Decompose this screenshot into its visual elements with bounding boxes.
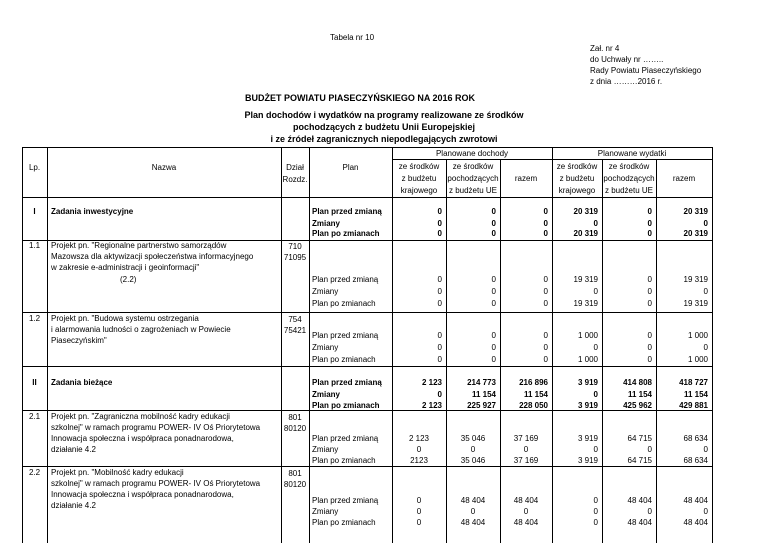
- cell-income-total: 0: [523, 445, 529, 454]
- cell-expense-eu: 48 404: [627, 496, 652, 505]
- cell-income-eu: 11 154: [471, 390, 496, 399]
- cell-income-total: 11 154: [523, 390, 548, 399]
- row-name-line: (2.2): [120, 275, 137, 284]
- cell-expense-national: 0: [593, 287, 598, 296]
- row-lp: II: [32, 378, 37, 387]
- plan-label: Plan po zmianach: [312, 401, 380, 410]
- header-name: Nazwa: [151, 163, 177, 172]
- row-lp: 1.1: [28, 241, 41, 250]
- cell-income-eu: 0: [491, 207, 496, 216]
- cell-expense-eu: 0: [647, 219, 652, 228]
- cell-income-national: 0: [437, 229, 442, 238]
- cell-expense-total: 0: [703, 219, 708, 228]
- cell-expense-total: 48 404: [683, 496, 708, 505]
- plan-label: Zmiany: [312, 343, 339, 352]
- row-lp: I: [33, 207, 36, 216]
- cell-expense-national: 3 919: [577, 456, 598, 465]
- cell-income-total: 48 404: [513, 496, 539, 505]
- cell-expense-national: 20 319: [573, 229, 598, 238]
- cell-expense-national: 0: [593, 219, 598, 228]
- cell-expense-national: 1 000: [577, 355, 598, 364]
- cell-expense-total: 20 319: [683, 229, 708, 238]
- cell-expense-eu: 0: [647, 507, 652, 516]
- cell-income-national: 0: [437, 390, 442, 399]
- plan-label: Zmiany: [312, 287, 339, 296]
- cell-expense-total: 0: [703, 445, 708, 454]
- cell-expense-national: 3 919: [577, 434, 598, 443]
- row-lp: 2.2: [28, 468, 41, 477]
- cell-expense-eu: 64 715: [627, 434, 652, 443]
- cell-expense-national: 19 319: [573, 299, 598, 308]
- header-income-eu-1: ze środków: [452, 162, 494, 171]
- cell-expense-national: 1 000: [577, 331, 598, 340]
- page-title: BUDŻET POWIATU PIASECZYŃSKIEGO NA 2016 ROK: [245, 93, 476, 103]
- cell-expense-total: 19 319: [683, 275, 708, 284]
- subtitle-line-2: pochodzących z budżetu Unii Europejskiej: [292, 122, 476, 132]
- plan-label: Plan po zmianach: [312, 229, 380, 238]
- row-name-line: Projekt pn. "Mobilność kadry edukacji: [51, 468, 184, 477]
- cell-expense-eu: 0: [647, 299, 652, 308]
- plan-label: Zmiany: [312, 390, 341, 399]
- cell-expense-eu: 0: [647, 275, 652, 284]
- cell-expense-national: 0: [593, 496, 598, 505]
- cell-income-total: 0: [543, 331, 548, 340]
- row-dzial: 801: [288, 469, 302, 478]
- cell-expense-eu: 64 715: [627, 456, 652, 465]
- row-rozdz: 80120: [283, 480, 307, 489]
- header-dzial: Dział: [286, 163, 304, 172]
- header-income-eu-3: z budżetu UE: [448, 186, 498, 195]
- cell-income-eu: 0: [491, 287, 496, 296]
- cell-income-national: 0: [437, 287, 442, 296]
- cell-expense-national: 0: [593, 518, 598, 527]
- cell-expense-total: 0: [703, 343, 708, 352]
- header-expense-total: razem: [672, 174, 696, 183]
- cell-income-national: 0: [437, 207, 442, 216]
- row-name-line: Projekt pn. "Budowa systemu ostrzegania: [51, 314, 199, 323]
- cell-income-total: 0: [543, 275, 548, 284]
- cell-income-total: 37 169: [513, 434, 539, 443]
- cell-expense-total: 0: [703, 287, 708, 296]
- cell-income-eu: 48 404: [460, 518, 486, 527]
- plan-label: Zmiany: [312, 445, 339, 454]
- plan-label: Plan przed zmianą: [312, 331, 379, 340]
- row-dzial: 754: [288, 315, 302, 324]
- row-name-line: szkolnej" w ramach programu POWER- IV Oś Priorytetowa: [51, 479, 261, 488]
- cell-income-eu: 225 927: [467, 401, 496, 410]
- row-name-line: Innowacja społeczna i współpraca ponadnarodowa,: [51, 434, 234, 443]
- cell-expense-national: 0: [593, 507, 598, 516]
- row-name-line: działanie 4.2: [51, 445, 96, 454]
- cell-income-eu: 0: [491, 343, 496, 352]
- cell-income-total: 0: [543, 299, 548, 308]
- header-income-national-1: ze środków: [398, 162, 440, 171]
- row-lp: 2.1: [28, 412, 41, 421]
- cell-income-eu: 214 773: [467, 378, 496, 387]
- cell-income-national: 0: [437, 355, 442, 364]
- row-name-line: i alarmowania ludności o zagrożeniach w Powiecie: [51, 325, 231, 334]
- header-income-eu-2: pochodzących: [447, 174, 499, 183]
- row-rozdz: 71095: [283, 253, 307, 262]
- cell-expense-eu: 0: [647, 331, 652, 340]
- cell-income-eu: 0: [491, 355, 496, 364]
- cell-income-national: 0: [437, 219, 442, 228]
- cell-income-eu: 0: [470, 507, 476, 516]
- cell-expense-eu: 0: [647, 355, 652, 364]
- cell-income-total: 0: [543, 287, 548, 296]
- cell-expense-eu: 0: [647, 229, 652, 238]
- table-number: Tabela nr 10: [330, 33, 375, 42]
- row-name: Zadania inwestycyjne: [51, 207, 134, 216]
- header-planned-income: Planowane dochody: [435, 149, 509, 158]
- cell-income-total: 0: [543, 343, 548, 352]
- cell-expense-eu: 0: [647, 287, 652, 296]
- cell-income-national: 2 123: [408, 434, 430, 443]
- cell-income-national: 0: [437, 331, 442, 340]
- cell-expense-national: 20 319: [573, 207, 598, 216]
- cell-income-national: 2 123: [421, 401, 442, 410]
- cell-income-national: 0: [437, 275, 442, 284]
- attachment-line-4: z dnia ………2016 r.: [590, 77, 663, 86]
- plan-label: Plan po zmianach: [312, 355, 376, 364]
- attachment-line-2: do Uchwały nr ……..: [590, 55, 664, 64]
- cell-income-eu: 48 404: [460, 496, 486, 505]
- cell-income-national: 0: [437, 299, 442, 308]
- plan-label: Plan przed zmianą: [312, 378, 382, 387]
- cell-expense-total: 0: [703, 507, 708, 516]
- cell-income-eu: 0: [491, 219, 496, 228]
- cell-income-total: 228 050: [519, 401, 548, 410]
- row-name-line: działanie 4.2: [51, 501, 96, 510]
- cell-income-national: 0: [416, 507, 422, 516]
- cell-income-national: 0: [416, 445, 422, 454]
- cell-income-total: 0: [543, 355, 548, 364]
- row-dzial: 801: [288, 413, 302, 422]
- row-name-line: Innowacja społeczna i współpraca ponadnarodowa,: [51, 490, 234, 499]
- cell-expense-total: 1 000: [687, 355, 708, 364]
- plan-label: Plan po zmianach: [312, 299, 376, 308]
- cell-expense-eu: 0: [647, 445, 652, 454]
- plan-label: Plan po zmianach: [312, 456, 376, 465]
- cell-expense-total: 418 727: [679, 378, 708, 387]
- header-expense-eu-3: z budżetu UE: [604, 186, 654, 195]
- cell-income-total: 0: [523, 507, 529, 516]
- row-name-line: Mazowsza dla aktywizacji społeczeństwa informacyjnego: [51, 252, 254, 261]
- attachment-line-3: Rady Powiatu Piaseczyńskiego: [590, 66, 702, 75]
- cell-income-national: 2 123: [421, 378, 442, 387]
- cell-income-total: 0: [543, 207, 548, 216]
- header-lp: Lp.: [28, 163, 41, 172]
- cell-expense-national: 0: [593, 343, 598, 352]
- row-name-line: Projekt pn. "Regionalne partnerstwo samorządów: [51, 241, 227, 250]
- cell-income-eu: 0: [491, 331, 496, 340]
- row-lp: 1.2: [28, 314, 41, 323]
- cell-expense-total: 1 000: [687, 331, 708, 340]
- header-planned-expenses: Planowane wydatki: [597, 149, 667, 158]
- plan-label: Plan przed zmianą: [312, 207, 382, 216]
- header-income-national-3: krajowego: [400, 186, 438, 195]
- header-expense-national-2: z budżetu: [559, 174, 595, 183]
- plan-label: Zmiany: [312, 507, 339, 516]
- cell-expense-total: 11 154: [683, 390, 708, 399]
- cell-income-eu: 35 046: [460, 434, 486, 443]
- cell-income-total: 48 404: [513, 518, 539, 527]
- cell-expense-total: 19 319: [683, 299, 708, 308]
- cell-income-national: 2123: [410, 456, 428, 465]
- cell-expense-national: 19 319: [573, 275, 598, 284]
- plan-label: Zmiany: [312, 219, 341, 228]
- header-income-national-2: z budżetu: [401, 174, 437, 183]
- row-rozdz: 75421: [283, 326, 307, 335]
- cell-expense-eu: 11 154: [627, 390, 652, 399]
- header-expense-national-1: ze środków: [556, 162, 598, 171]
- cell-expense-national: 3 919: [577, 401, 598, 410]
- cell-income-total: 216 896: [519, 378, 548, 387]
- subtitle-line-1: Plan dochodów i wydatków na programy realizowane ze środków: [244, 110, 524, 120]
- row-name-line: szkolnej" w ramach programu POWER- IV Oś Priorytetowa: [51, 423, 261, 432]
- cell-income-eu: 0: [491, 275, 496, 284]
- cell-expense-national: 0: [593, 445, 598, 454]
- cell-expense-total: 429 881: [679, 401, 708, 410]
- cell-expense-total: 68 634: [683, 456, 708, 465]
- attachment-line-1: Zał. nr 4: [590, 44, 620, 53]
- cell-income-eu: 35 046: [460, 456, 486, 465]
- cell-expense-national: 3 919: [577, 378, 598, 387]
- cell-expense-total: 20 319: [683, 207, 708, 216]
- row-name-line: Piaseczyńskim": [51, 336, 107, 345]
- plan-label: Plan przed zmianą: [312, 275, 379, 284]
- cell-income-eu: 0: [470, 445, 476, 454]
- plan-label: Plan po zmianach: [312, 518, 376, 527]
- plan-label: Plan przed zmianą: [312, 434, 379, 443]
- row-dzial: 710: [288, 242, 302, 251]
- cell-expense-eu: 425 962: [623, 401, 652, 410]
- cell-income-eu: 0: [491, 299, 496, 308]
- cell-expense-total: 68 634: [683, 434, 708, 443]
- cell-income-national: 0: [416, 496, 422, 505]
- cell-expense-national: 0: [593, 390, 598, 399]
- cell-expense-total: 48 404: [683, 518, 708, 527]
- header-expense-eu-2: pochodzących: [603, 174, 655, 183]
- row-name-line: Projekt pn. "Zagraniczna mobilność kadry edukacji: [51, 412, 230, 421]
- header-income-total: razem: [514, 174, 538, 183]
- cell-income-national: 0: [416, 518, 422, 527]
- header-expense-eu-1: ze środków: [608, 162, 650, 171]
- cell-expense-eu: 0: [647, 343, 652, 352]
- cell-expense-eu: 0: [647, 207, 652, 216]
- row-rozdz: 80120: [283, 424, 307, 433]
- row-name: Zadania bieżące: [51, 378, 113, 387]
- row-name-line: w zakresie e-administracji i geoinformacji": [51, 263, 200, 272]
- cell-income-total: 0: [543, 229, 548, 238]
- cell-expense-eu: 48 404: [627, 518, 652, 527]
- header-plan: Plan: [342, 163, 359, 172]
- header-rozdz: Rozdz.: [282, 175, 308, 184]
- cell-income-total: 37 169: [513, 456, 539, 465]
- subtitle-line-3: i ze źródeł zagranicznych niepodlegających zwrotowi: [270, 134, 498, 144]
- plan-label: Plan przed zmianą: [312, 496, 379, 505]
- cell-income-eu: 0: [491, 229, 496, 238]
- cell-income-total: 0: [543, 219, 548, 228]
- cell-expense-eu: 414 808: [623, 378, 652, 387]
- cell-income-national: 0: [437, 343, 442, 352]
- header-expense-national-3: krajowego: [558, 186, 596, 195]
